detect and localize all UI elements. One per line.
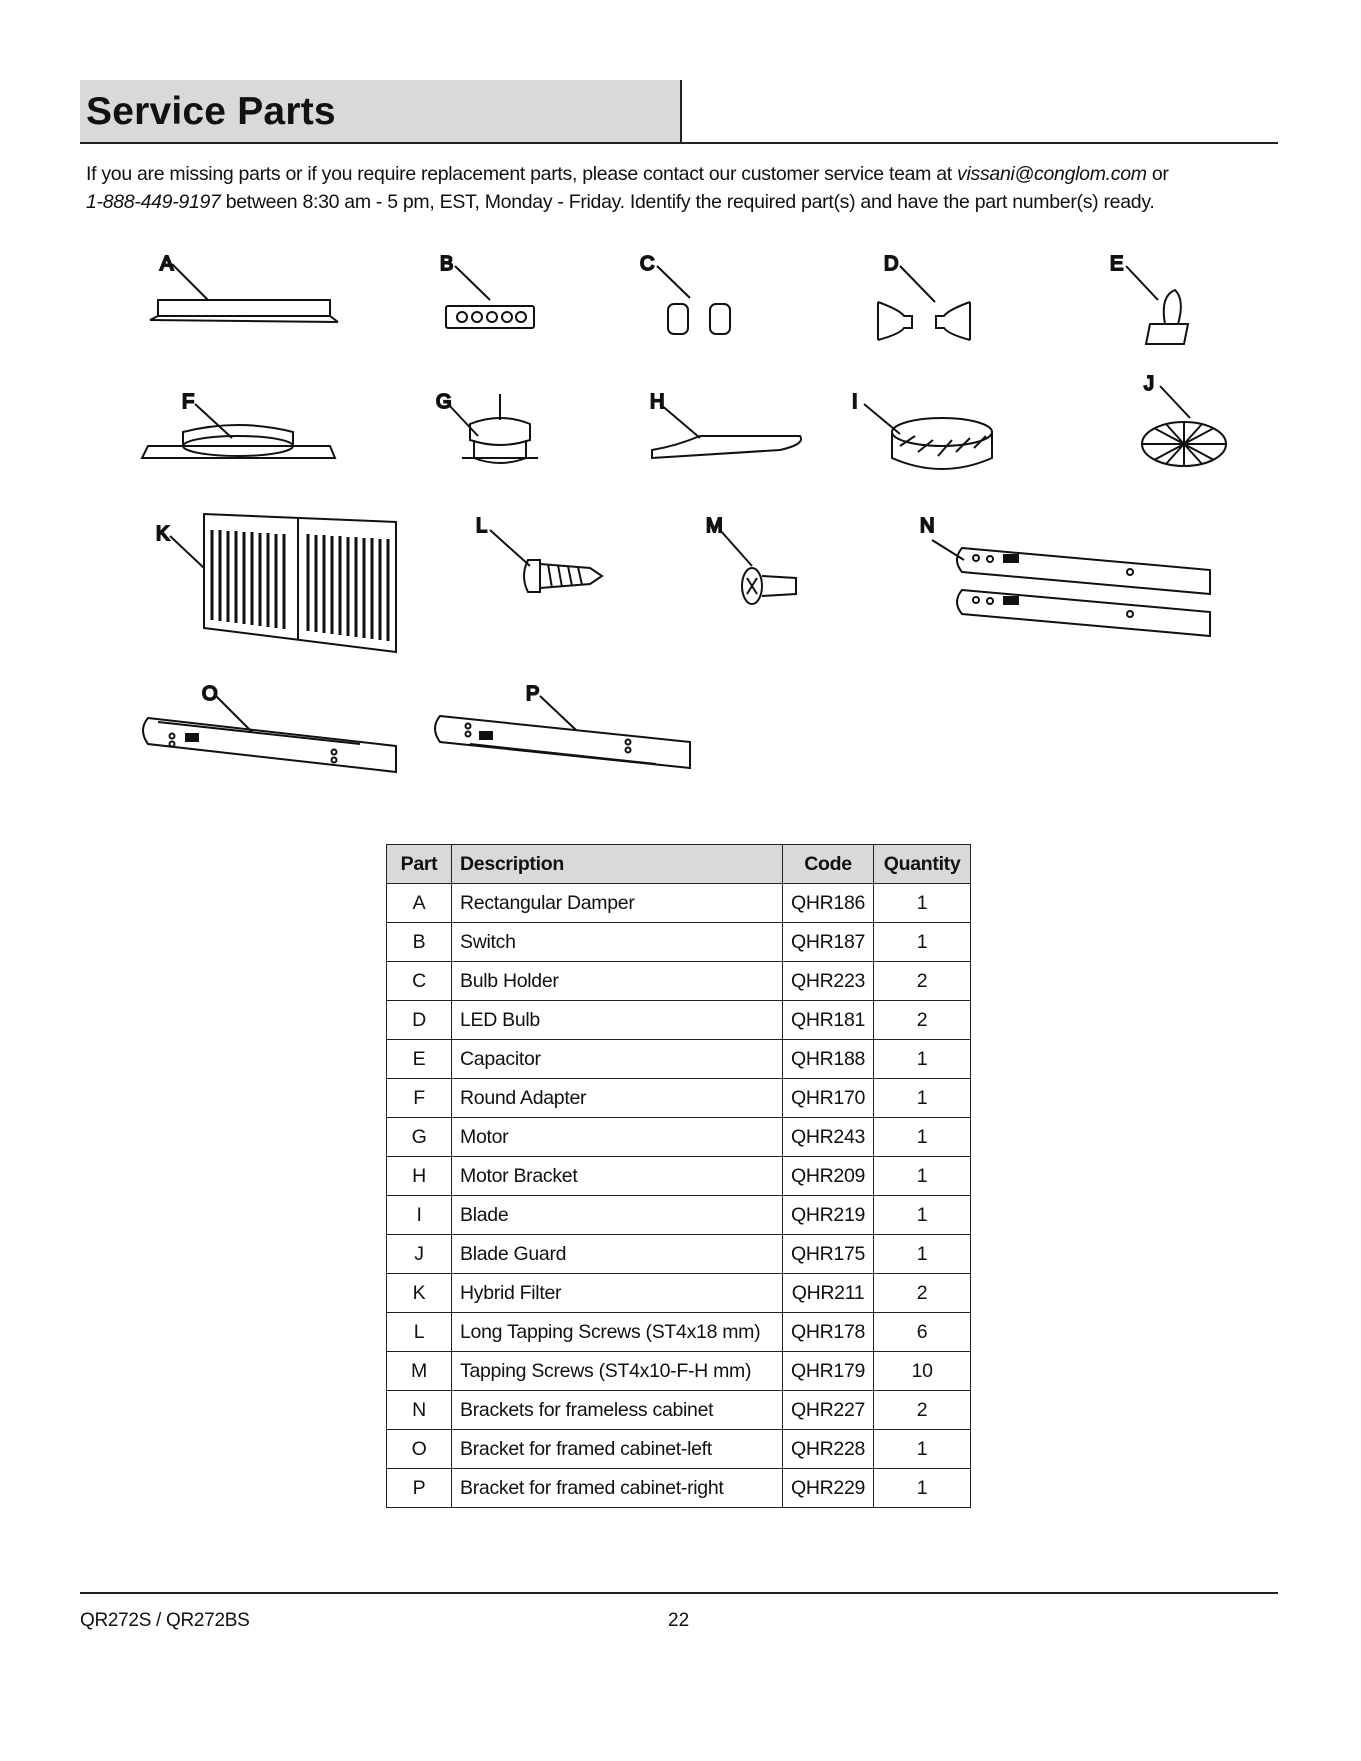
part-d-led-bulb-illustration — [878, 266, 970, 340]
part-j-blade-guard-illustration — [1142, 386, 1226, 466]
part-c-bulb-holder-illustration — [657, 266, 730, 334]
cell-part: O — [387, 1430, 452, 1469]
label-p: P — [526, 683, 540, 705]
part-p-bracket-right-illustration — [435, 696, 690, 768]
cell-description: Bracket for framed cabinet-right — [452, 1469, 783, 1508]
cell-description: Motor — [452, 1118, 783, 1157]
table-row — [387, 1079, 971, 1118]
cell-quantity: 1 — [874, 1196, 971, 1235]
label-j: J — [1144, 373, 1154, 395]
cell-code: QHR175 — [783, 1235, 874, 1274]
cell-description: Long Tapping Screws (ST4x18 mm) — [452, 1313, 783, 1352]
label-e: E — [1110, 253, 1124, 275]
table-row — [387, 1352, 971, 1391]
cell-description: Switch — [452, 923, 783, 962]
table-row — [387, 1274, 971, 1313]
cell-code: QHR228 — [783, 1430, 874, 1469]
cell-quantity: 1 — [874, 1118, 971, 1157]
table-row — [387, 1157, 971, 1196]
part-b-switch-illustration — [446, 266, 534, 328]
part-h-motor-bracket-illustration — [652, 404, 801, 458]
cell-quantity: 2 — [874, 1391, 971, 1430]
cell-description: Motor Bracket — [452, 1157, 783, 1196]
cell-quantity: 1 — [874, 1235, 971, 1274]
cell-quantity: 1 — [874, 923, 971, 962]
cell-code: QHR181 — [783, 1001, 874, 1040]
part-o-bracket-left-illustration — [143, 696, 396, 772]
cell-part: F — [387, 1079, 452, 1118]
table-row — [387, 962, 971, 1001]
table-row — [387, 1391, 971, 1430]
cell-description: Bulb Holder — [452, 962, 783, 1001]
cell-description: Hybrid Filter — [452, 1274, 783, 1313]
cell-part: P — [387, 1469, 452, 1508]
label-f: F — [182, 391, 195, 413]
cell-part: I — [387, 1196, 452, 1235]
page-title: Service Parts — [86, 90, 336, 133]
intro-text-3: between 8:30 am - 5 pm, EST, Monday - Friday. Identify the required part(s) and have the part number(s) ready. — [220, 191, 1155, 213]
cell-quantity: 1 — [874, 1430, 971, 1469]
table-row — [387, 1196, 971, 1235]
cell-quantity: 10 — [874, 1352, 971, 1391]
label-o: O — [202, 683, 218, 705]
label-a: A — [160, 253, 174, 275]
cell-code: QHR187 — [783, 923, 874, 962]
footer-rule — [80, 1592, 1278, 1594]
col-header-description: Description — [452, 845, 783, 884]
cell-code: QHR209 — [783, 1157, 874, 1196]
part-e-capacitor-illustration — [1126, 266, 1188, 344]
cell-description: Capacitor — [452, 1040, 783, 1079]
cell-quantity: 6 — [874, 1313, 971, 1352]
col-header-part: Part — [387, 845, 452, 884]
support-email[interactable]: vissani@conglom.com — [957, 163, 1147, 185]
intro-paragraph — [86, 160, 1276, 216]
part-i-blade-illustration — [864, 404, 992, 469]
intro-text-2: or — [1146, 163, 1169, 185]
cell-code: QHR243 — [783, 1118, 874, 1157]
cell-code: QHR219 — [783, 1196, 874, 1235]
label-h: H — [650, 391, 665, 413]
cell-quantity: 2 — [874, 1001, 971, 1040]
cell-quantity: 1 — [874, 1040, 971, 1079]
table-row — [387, 1235, 971, 1274]
cell-description: Round Adapter — [452, 1079, 783, 1118]
cell-quantity: 1 — [874, 1079, 971, 1118]
label-d: D — [884, 253, 899, 275]
cell-code: QHR211 — [783, 1274, 874, 1313]
cell-part: K — [387, 1274, 452, 1313]
cell-description: LED Bulb — [452, 1001, 783, 1040]
cell-code: QHR170 — [783, 1079, 874, 1118]
cell-description: Bracket for framed cabinet-left — [452, 1430, 783, 1469]
footer-model-number: QR272S / QR272BS — [80, 1610, 250, 1631]
table-row — [387, 1430, 971, 1469]
part-n-brackets-illustration — [932, 540, 1210, 636]
table-row — [387, 1313, 971, 1352]
label-g: G — [436, 391, 452, 413]
intro-text-1: If you are missing parts or if you require replacement parts, please contact our customer service team at — [86, 163, 958, 185]
cell-description: Tapping Screws (ST4x10-F-H mm) — [452, 1352, 783, 1391]
cell-part: J — [387, 1235, 452, 1274]
cell-quantity: 1 — [874, 1469, 971, 1508]
cell-part: D — [387, 1001, 452, 1040]
cell-code: QHR178 — [783, 1313, 874, 1352]
table-row — [387, 1118, 971, 1157]
table-header-row — [387, 845, 971, 884]
cell-code: QHR179 — [783, 1352, 874, 1391]
part-g-motor-illustration — [448, 394, 538, 463]
cell-part: L — [387, 1313, 452, 1352]
cell-part: A — [387, 884, 452, 923]
label-m: M — [706, 515, 723, 537]
label-c: C — [640, 253, 655, 275]
cell-part: H — [387, 1157, 452, 1196]
part-a-damper-illustration — [150, 264, 338, 322]
cell-code: QHR186 — [783, 884, 874, 923]
cell-part: E — [387, 1040, 452, 1079]
label-l: L — [476, 515, 488, 537]
table-row — [387, 1001, 971, 1040]
cell-description: Rectangular Damper — [452, 884, 783, 923]
cell-code: QHR223 — [783, 962, 874, 1001]
cell-description: Brackets for frameless cabinet — [452, 1391, 783, 1430]
col-header-quantity: Quantity — [874, 845, 971, 884]
part-f-round-adapter-illustration — [142, 404, 335, 458]
part-l-long-screw-illustration — [490, 530, 602, 592]
label-k: K — [156, 523, 170, 545]
table-row — [387, 1469, 971, 1508]
cell-code: QHR188 — [783, 1040, 874, 1079]
label-i: I — [852, 391, 858, 413]
col-header-code: Code — [783, 845, 874, 884]
cell-code: QHR229 — [783, 1469, 874, 1508]
cell-part: B — [387, 923, 452, 962]
cell-quantity: 2 — [874, 1274, 971, 1313]
cell-part: G — [387, 1118, 452, 1157]
support-phone[interactable]: 1-888-449-9197 — [86, 191, 221, 213]
label-n: N — [920, 515, 935, 537]
cell-code: QHR227 — [783, 1391, 874, 1430]
cell-part: N — [387, 1391, 452, 1430]
page-number: 22 — [668, 1610, 690, 1631]
part-m-screw-illustration — [720, 530, 796, 604]
parts-diagram — [0, 240, 1361, 800]
cell-part: C — [387, 962, 452, 1001]
cell-quantity: 2 — [874, 962, 971, 1001]
table-row — [387, 884, 971, 923]
label-b: B — [440, 253, 454, 275]
table-row — [387, 923, 971, 962]
table-row — [387, 1040, 971, 1079]
cell-quantity: 1 — [874, 884, 971, 923]
cell-description: Blade Guard — [452, 1235, 783, 1274]
header-rule — [80, 142, 1278, 144]
cell-quantity: 1 — [874, 1157, 971, 1196]
part-k-hybrid-filter-illustration — [170, 514, 396, 652]
cell-description: Blade — [452, 1196, 783, 1235]
cell-part: M — [387, 1352, 452, 1391]
parts-table — [386, 844, 971, 1508]
